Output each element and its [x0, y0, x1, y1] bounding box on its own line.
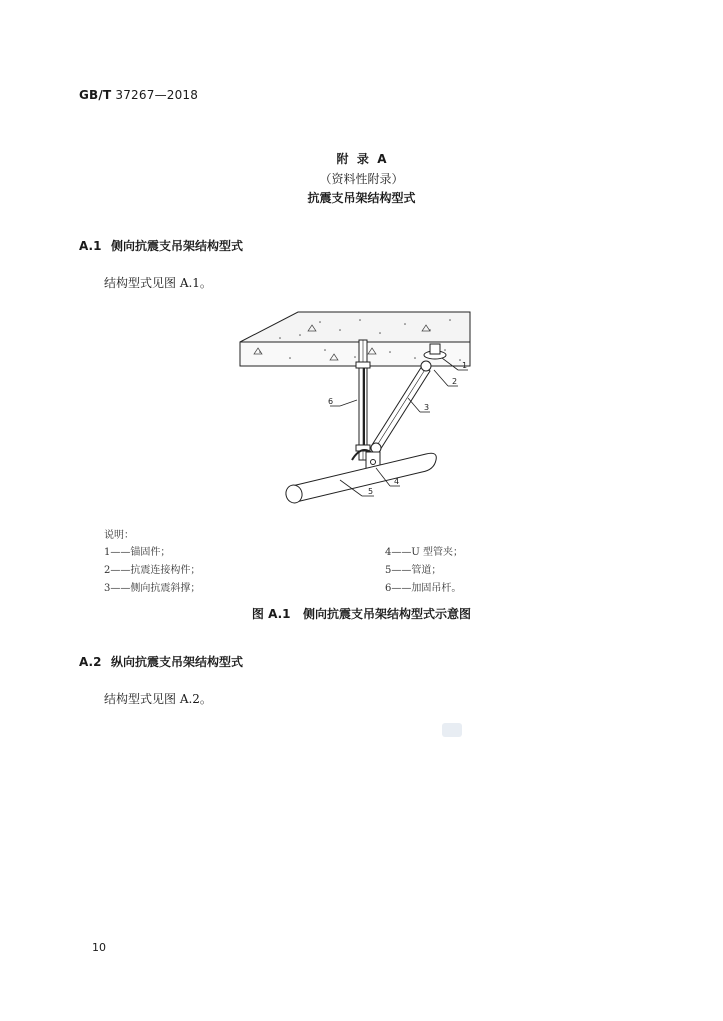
legend-item-3: 3——侧向抗震斜撑； [104, 583, 201, 594]
standard-code-prefix: GB/T [79, 88, 112, 102]
legend-item-1: 1——锚固件； [104, 547, 171, 558]
callout-2: 2 [452, 377, 458, 386]
page-number: 10 [92, 941, 106, 954]
annex-title: 附 录 A [336, 152, 387, 166]
annex-name: 抗震支吊架结构型式 [307, 191, 416, 205]
legend-item-5: 5——管道； [385, 565, 442, 576]
legend-item-4: 4——U 型管夹； [385, 547, 463, 558]
section-text-a1: 结构型式见图 A.1。 [104, 276, 212, 290]
figure-a1-illustration [230, 300, 490, 510]
section-heading-a1 [79, 237, 243, 254]
pipe [284, 453, 436, 505]
annex-subtitle: （资料性附录） [319, 172, 404, 186]
legend-title: 说明： [104, 530, 134, 541]
standard-code-number: 37267—2018 [115, 88, 199, 102]
callout-4: 4 [394, 477, 400, 486]
callout-3: 3 [424, 403, 430, 412]
callout-1: 1 [462, 361, 468, 370]
section-title: 纵向抗震支吊架结构型式 [111, 655, 244, 669]
section-text-a2: 结构型式见图 A.2。 [104, 692, 212, 706]
section-number: A.2 [79, 655, 102, 669]
callout-5: 5 [368, 487, 374, 496]
watermark-logo [442, 723, 462, 737]
section-heading-a2 [79, 653, 243, 670]
standard-code [79, 88, 198, 102]
section-number: A.1 [79, 239, 102, 253]
figure-caption: 图 A.1 侧向抗震支吊架结构型式示意图 [251, 607, 472, 621]
legend-item-6: 6——加固吊杆。 [385, 583, 462, 594]
callout-6: 6 [328, 397, 334, 406]
legend-item-2: 2——抗震连接构件； [104, 565, 201, 576]
section-title: 侧向抗震支吊架结构型式 [111, 239, 244, 253]
